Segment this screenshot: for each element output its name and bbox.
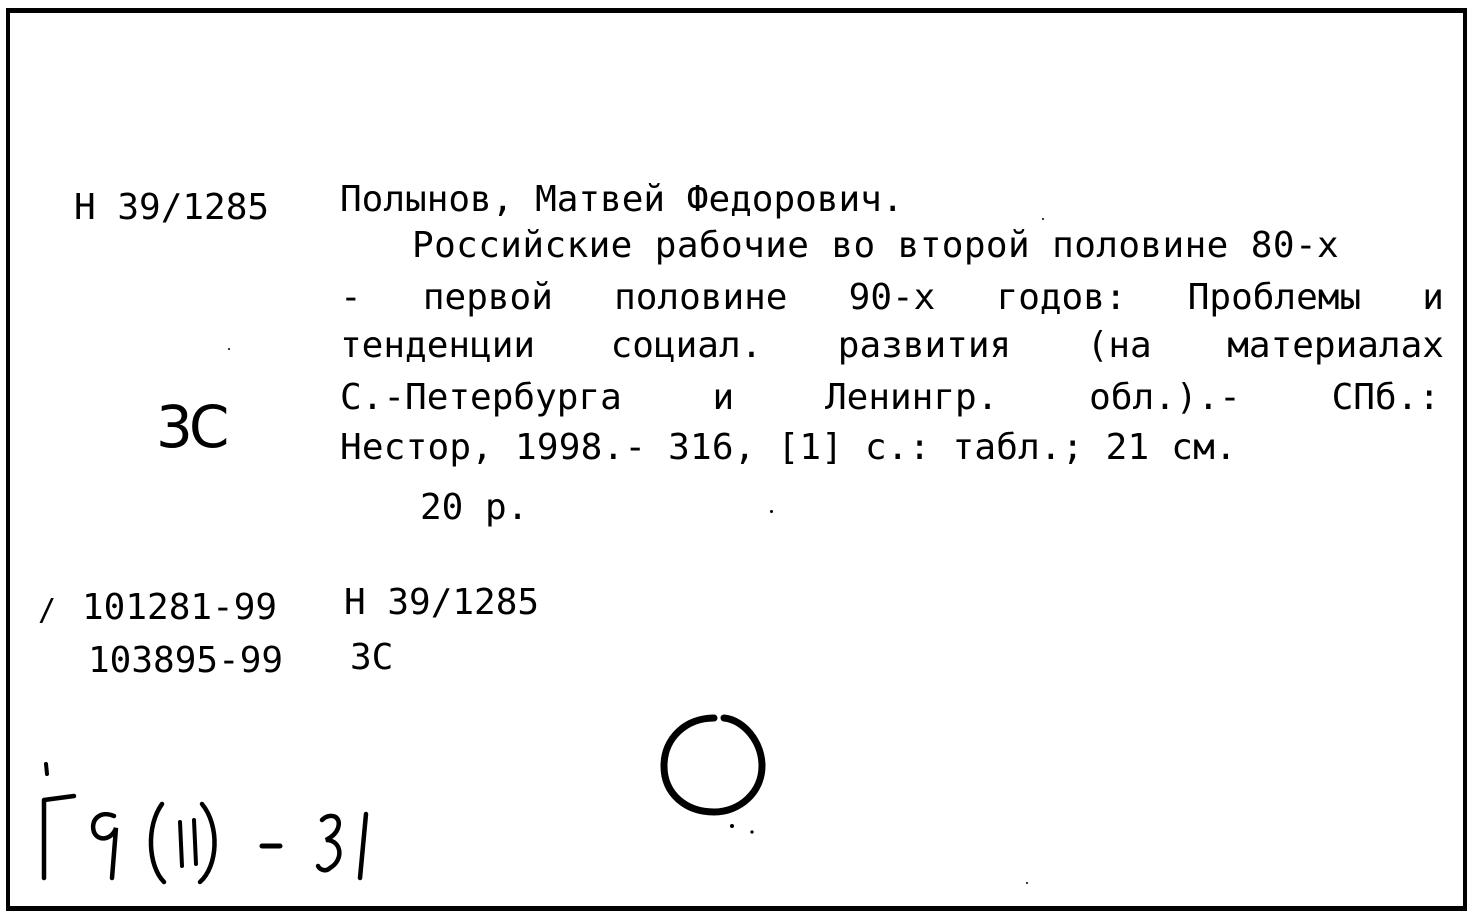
word: (на (1086, 325, 1152, 366)
speck (228, 348, 230, 350)
title-line-5: Нестор, 1998.- 316, [1] с.: табл.; 21 см. (340, 427, 1237, 468)
inventory-number: 101281-99 (82, 587, 278, 628)
speck (770, 510, 773, 513)
inventory-mark: / (38, 593, 57, 628)
inventory-value: 3С (350, 637, 394, 678)
word: социал. (610, 325, 763, 366)
title-line-2 (340, 277, 1444, 318)
author-heading: Полынов, Матвей Федорович. (340, 179, 904, 220)
word: и (1422, 277, 1444, 318)
word: материалах (1227, 325, 1444, 366)
word: годов: (996, 277, 1127, 318)
shelfmark: Н 39/1285 (74, 187, 270, 228)
punch-hole (652, 708, 782, 838)
word: тенденции (340, 325, 536, 366)
title-line-4 (340, 377, 1440, 418)
word: развития (837, 325, 1012, 366)
word: половине (614, 277, 788, 318)
inventory-number: 103895-99 (88, 640, 284, 681)
speck (1042, 218, 1044, 220)
price: 20 р. (420, 487, 529, 528)
word: первой (422, 277, 553, 318)
handwritten-code: 3С (156, 393, 226, 461)
inventory-value: Н 39/1285 (344, 582, 540, 623)
word: С.-Петербурга (340, 377, 622, 418)
word: обл.).- (1089, 377, 1241, 418)
title-line-1: Российские рабочие во второй половине 80-х (412, 225, 1340, 266)
word: и (712, 377, 735, 418)
word: Проблемы (1187, 277, 1362, 318)
word: СПб.: (1331, 377, 1440, 418)
word: - (340, 277, 362, 318)
speck (1026, 882, 1028, 884)
handwritten-classification (30, 760, 390, 890)
word: Ленингр. (824, 377, 999, 418)
title-line-3 (340, 325, 1444, 366)
word: 90-х (848, 277, 936, 318)
